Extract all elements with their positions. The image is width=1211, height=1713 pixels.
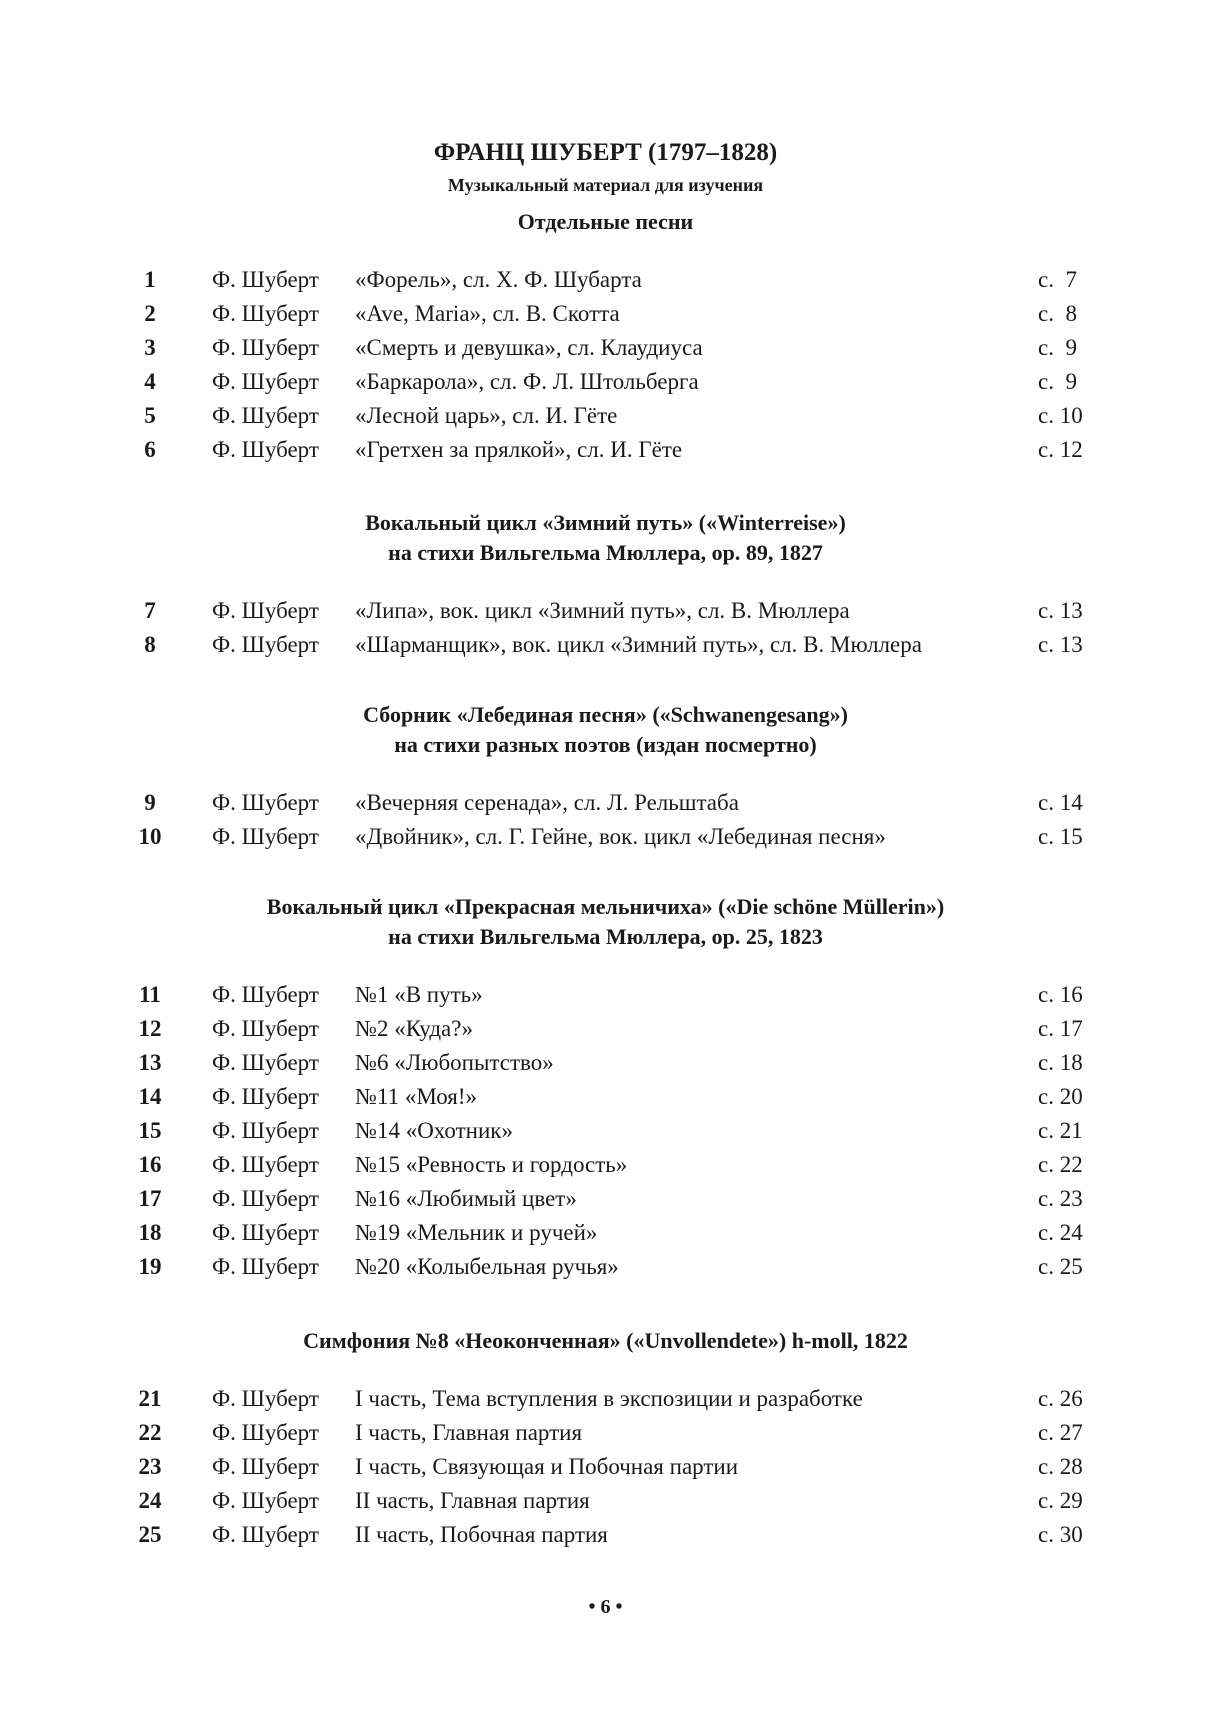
item-work: I часть, Связующая и Побочная партии: [355, 1454, 739, 1479]
item-work: №6 «Любопытство»: [355, 1050, 554, 1075]
section-die-schone-mullerin: [0, 892, 1211, 1284]
item-number: 25: [138, 1522, 162, 1547]
item-page: с. 17: [1038, 1016, 1083, 1041]
item-number: 9: [144, 790, 156, 815]
list-item: [0, 1216, 1211, 1250]
list-item: [0, 1012, 1211, 1046]
item-page: с. 21: [1038, 1118, 1083, 1143]
item-author: Ф. Шуберт: [212, 1386, 319, 1411]
item-number: 5: [144, 403, 156, 428]
item-work: II часть, Побочная партия: [355, 1522, 608, 1547]
list-item: [0, 365, 1211, 399]
item-author: Ф. Шуберт: [212, 1420, 319, 1445]
section-heading: [0, 207, 1211, 237]
list-item: [0, 1450, 1211, 1484]
item-number: 8: [144, 632, 156, 657]
section-heading-line: на стихи разных поэтов (издан посмертно): [394, 732, 817, 757]
item-work: «Гретхен за прялкой», сл. И. Гёте: [355, 437, 683, 462]
item-author: Ф. Шуберт: [212, 403, 319, 428]
item-number: 1: [144, 267, 156, 292]
item-work: «Липа», вок. цикл «Зимний путь», сл. В. Мюллера: [355, 598, 850, 623]
item-work: №20 «Колыбельная ручья»: [355, 1254, 619, 1279]
list-item: [0, 1250, 1211, 1284]
item-work: I часть, Тема вступления в экспозиции и разработке: [355, 1386, 863, 1411]
item-author: Ф. Шуберт: [212, 598, 319, 623]
item-page: с. 9: [1038, 335, 1077, 360]
item-author: Ф. Шуберт: [212, 1186, 319, 1211]
item-author: Ф. Шуберт: [212, 1118, 319, 1143]
item-number: 22: [138, 1420, 162, 1445]
item-work: «Форель», сл. Х. Ф. Шубарта: [355, 267, 642, 292]
item-page: с. 18: [1038, 1050, 1083, 1075]
section-separate-songs: [0, 207, 1211, 467]
item-page: с. 27: [1038, 1420, 1083, 1445]
section-heading: [0, 892, 1211, 952]
item-work: I часть, Главная партия: [355, 1420, 583, 1445]
list-item: [0, 1114, 1211, 1148]
item-work: №14 «Охотник»: [355, 1118, 513, 1143]
item-author: Ф. Шуберт: [212, 824, 319, 849]
list-item: [0, 1080, 1211, 1114]
item-number: 4: [144, 369, 156, 394]
page-title: ФРАНЦ ШУБЕРТ (1797–1828): [433, 139, 778, 166]
section-schwanengesang: [0, 700, 1211, 854]
section-symphony-8: [0, 1326, 1211, 1552]
item-page: с. 28: [1038, 1454, 1083, 1479]
item-author: Ф. Шуберт: [212, 267, 319, 292]
item-page: с. 24: [1038, 1220, 1083, 1245]
item-number: 10: [138, 824, 162, 849]
item-author: Ф. Шуберт: [212, 1050, 319, 1075]
section-heading-line: Вокальный цикл «Зимний путь» («Winterreise»): [365, 510, 846, 535]
item-page: с. 26: [1038, 1386, 1083, 1411]
item-work: №16 «Любимый цвет»: [355, 1186, 577, 1211]
item-number: 14: [138, 1084, 162, 1109]
item-page: с. 13: [1038, 632, 1083, 657]
page-number: • 6 •: [588, 1596, 623, 1618]
item-page: с. 20: [1038, 1084, 1083, 1109]
list-item: [0, 1416, 1211, 1450]
item-work: «Баркарола», сл. Ф. Л. Штольберга: [355, 369, 699, 394]
item-author: Ф. Шуберт: [212, 1254, 319, 1279]
item-author: Ф. Шуберт: [212, 1084, 319, 1109]
list-item: [0, 1148, 1211, 1182]
song-list: [0, 594, 1211, 662]
item-number: 2: [144, 301, 156, 326]
item-page: с. 7: [1038, 267, 1077, 292]
item-page: с. 30: [1038, 1522, 1083, 1547]
item-author: Ф. Шуберт: [212, 1454, 319, 1479]
item-author: Ф. Шуберт: [212, 301, 319, 326]
item-author: Ф. Шуберт: [212, 437, 319, 462]
item-page: с. 29: [1038, 1488, 1083, 1513]
item-author: Ф. Шуберт: [212, 335, 319, 360]
list-item: [0, 433, 1211, 467]
list-item: [0, 1518, 1211, 1552]
item-work: «Вечерняя серенада», сл. Л. Рельштаба: [355, 790, 739, 815]
item-page: с. 25: [1038, 1254, 1083, 1279]
item-page: с. 12: [1038, 437, 1083, 462]
list-item: [0, 263, 1211, 297]
section-heading: [0, 700, 1211, 760]
song-list: [0, 263, 1211, 467]
item-page: с. 8: [1038, 301, 1077, 326]
item-author: Ф. Шуберт: [212, 1220, 319, 1245]
item-number: 23: [138, 1454, 162, 1479]
item-work: №1 «В путь»: [355, 982, 483, 1007]
item-page: с. 13: [1038, 598, 1083, 623]
item-number: 19: [138, 1254, 162, 1279]
item-number: 21: [138, 1386, 162, 1411]
section-heading-line: на стихи Вильгельма Мюллера, ор. 25, 1823: [388, 924, 823, 949]
list-item: [0, 978, 1211, 1012]
list-item: [0, 1484, 1211, 1518]
list-item: [0, 297, 1211, 331]
item-work: №19 «Мельник и ручей»: [355, 1220, 598, 1245]
item-number: 12: [138, 1016, 162, 1041]
item-author: Ф. Шуберт: [212, 632, 319, 657]
item-author: Ф. Шуберт: [212, 1488, 319, 1513]
item-page: с. 16: [1038, 982, 1083, 1007]
item-work: №15 «Ревность и гордость»: [355, 1152, 628, 1177]
item-work: «Ave, Maria», сл. В. Скотта: [355, 301, 620, 326]
item-number: 3: [144, 335, 156, 360]
item-number: 16: [138, 1152, 162, 1177]
section-heading: [0, 1326, 1211, 1356]
list-item: [0, 1382, 1211, 1416]
song-list: [0, 978, 1211, 1284]
section-heading-line: на стихи Вильгельма Мюллера, ор. 89, 1827: [388, 540, 823, 565]
list-item: [0, 594, 1211, 628]
section-heading: [0, 508, 1211, 568]
item-number: 17: [138, 1186, 162, 1211]
item-author: Ф. Шуберт: [212, 1522, 319, 1547]
page-subtitle: Музыкальный материал для изучения: [447, 175, 764, 195]
item-page: с. 22: [1038, 1152, 1083, 1177]
section-winterreise: [0, 508, 1211, 662]
list-item: [0, 331, 1211, 365]
theme-list: [0, 1382, 1211, 1552]
item-author: Ф. Шуберт: [212, 1152, 319, 1177]
item-number: 24: [138, 1488, 162, 1513]
item-page: с. 14: [1038, 790, 1083, 815]
list-item: [0, 399, 1211, 433]
section-heading-line: Вокальный цикл «Прекрасная мельничиха» («Die schöne Müllerin»): [266, 894, 945, 919]
item-page: с. 10: [1038, 403, 1083, 428]
list-item: [0, 820, 1211, 854]
item-author: Ф. Шуберт: [212, 982, 319, 1007]
item-work: №11 «Моя!»: [355, 1084, 478, 1109]
item-number: 18: [138, 1220, 162, 1245]
section-heading-line: Сборник «Лебединая песня» («Schwanengesang»): [363, 702, 848, 727]
item-work: II часть, Главная партия: [355, 1488, 590, 1513]
list-item: [0, 786, 1211, 820]
item-number: 13: [138, 1050, 162, 1075]
song-list: [0, 786, 1211, 854]
item-number: 6: [144, 437, 156, 462]
item-page: с. 15: [1038, 824, 1083, 849]
item-number: 15: [138, 1118, 162, 1143]
item-work: «Смерть и девушка», сл. Клаудиуса: [355, 335, 703, 360]
item-work: «Лесной царь», сл. И. Гёте: [355, 403, 618, 428]
item-author: Ф. Шуберт: [212, 369, 319, 394]
list-item: [0, 628, 1211, 662]
item-number: 7: [144, 598, 156, 623]
section-heading-line: Симфония №8 «Неоконченная» («Unvollendete») h-moll, 1822: [303, 1328, 908, 1353]
item-author: Ф. Шуберт: [212, 790, 319, 815]
item-page: с. 9: [1038, 369, 1077, 394]
item-work: №2 «Куда?»: [355, 1016, 473, 1041]
list-item: [0, 1182, 1211, 1216]
item-author: Ф. Шуберт: [212, 1016, 319, 1041]
item-number: 11: [139, 982, 161, 1007]
item-page: с. 23: [1038, 1186, 1083, 1211]
item-work: «Шарманщик», вок. цикл «Зимний путь», сл. В. Мюллера: [355, 632, 922, 657]
list-item: [0, 1046, 1211, 1080]
section-heading-line: Отдельные песни: [517, 209, 694, 234]
item-work: «Двойник», сл. Г. Гейне, вок. цикл «Лебединая песня»: [355, 824, 886, 849]
